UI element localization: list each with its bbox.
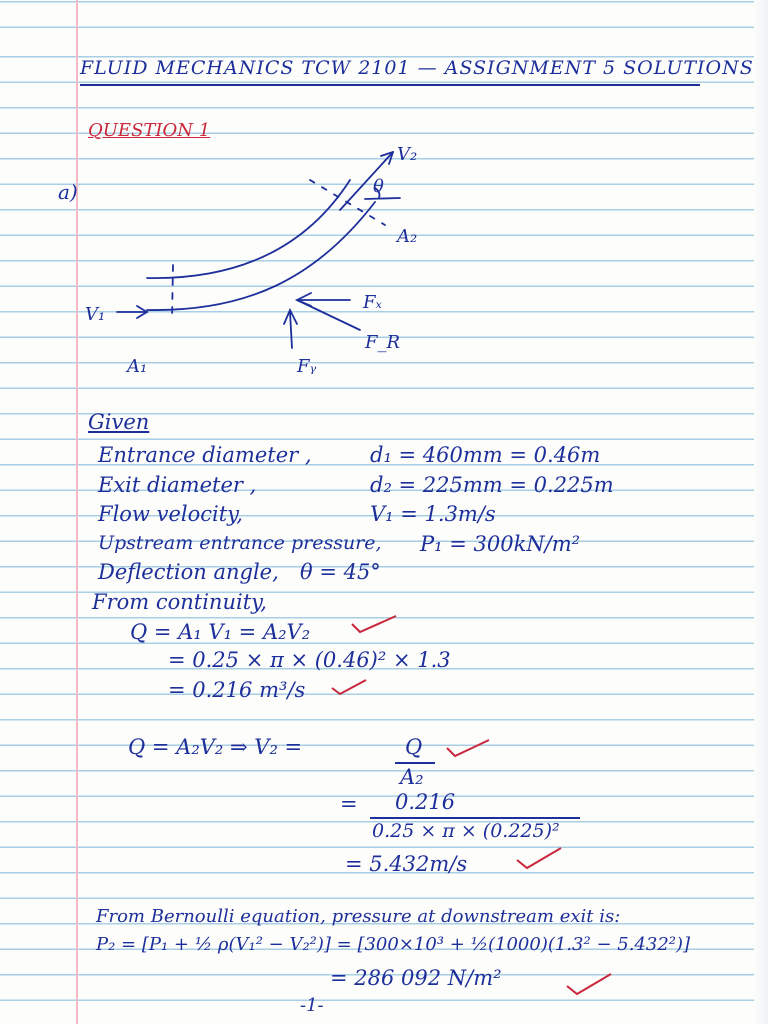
given-row-value: d₁ = 460mm = 0.46m bbox=[370, 443, 601, 467]
label-fy: Fᵧ bbox=[297, 356, 317, 377]
theta-reference bbox=[365, 198, 400, 199]
given-row-label: Upstream entrance pressure, bbox=[98, 532, 382, 554]
check-mark bbox=[515, 844, 565, 872]
velocity-lhs: Q = A₂V₂ ⇒ V₂ = bbox=[128, 735, 303, 759]
bernoulli-line1: P₂ = [P₁ + ½ ρ(V₁² − V₂²)] = [300×10³ + ½(1000)(1.3² − 5.432²)] bbox=[96, 934, 691, 955]
fy-arrow bbox=[290, 312, 292, 348]
inlet-section bbox=[172, 265, 173, 320]
continuity-line1: Q = A₁ V₁ = A₂V₂ bbox=[130, 620, 311, 644]
velocity-numerator: Q bbox=[405, 735, 423, 759]
given-row-label: Flow velocity, bbox=[98, 502, 243, 526]
continuity-heading: From continuity, bbox=[92, 590, 267, 614]
question-heading: QUESTION 1 bbox=[88, 120, 211, 141]
fr-arrow bbox=[297, 300, 360, 330]
velocity-denominator-value: 0.25 × π × (0.225)² bbox=[372, 820, 560, 842]
label-v1: V₁ bbox=[85, 304, 106, 325]
check-mark bbox=[330, 674, 370, 698]
label-a2: A₂ bbox=[397, 226, 418, 247]
label-theta: θ bbox=[373, 176, 384, 197]
pipe-bend-diagram bbox=[75, 140, 455, 390]
velocity-numerator-value: 0.216 bbox=[395, 790, 456, 814]
fraction-bar bbox=[370, 817, 580, 819]
check-mark bbox=[350, 612, 400, 636]
part-label: a) bbox=[58, 180, 78, 204]
equals-sign: = bbox=[340, 792, 358, 816]
given-row-label: Entrance diameter , bbox=[98, 443, 312, 467]
bernoulli-heading: From Bernoulli equation, pressure at downstream exit is: bbox=[96, 906, 621, 927]
page-number: -1- bbox=[300, 995, 324, 1016]
check-mark bbox=[445, 736, 493, 760]
label-fr: F_R bbox=[365, 332, 401, 353]
page-title: FLUID MECHANICS TCW 2101 — ASSIGNMENT 5 SOLUTIONS bbox=[80, 57, 754, 79]
fraction-bar bbox=[395, 762, 435, 764]
given-row-value: d₂ = 225mm = 0.225m bbox=[370, 473, 614, 497]
continuity-line2: = 0.25 × π × (0.46)² × 1.3 bbox=[168, 648, 451, 672]
page-edge bbox=[754, 0, 768, 1024]
label-a1: A₁ bbox=[127, 356, 148, 377]
pipe-upper-wall bbox=[147, 180, 350, 278]
given-heading: Given bbox=[88, 410, 150, 434]
given-row-label: Deflection angle, bbox=[98, 560, 279, 584]
check-mark bbox=[565, 970, 615, 998]
pipe-lower-wall bbox=[147, 202, 375, 310]
label-fx: Fₓ bbox=[363, 292, 382, 313]
given-row-value: V₁ = 1.3m/s bbox=[370, 502, 496, 526]
given-row-label: Exit diameter , bbox=[98, 473, 257, 497]
title-underline bbox=[80, 84, 700, 86]
velocity-denominator: A₂ bbox=[400, 765, 424, 789]
velocity-result: = 5.432m/s bbox=[345, 852, 468, 876]
given-row-value: P₁ = 300kN/m² bbox=[420, 532, 581, 556]
given-row-value: θ = 45° bbox=[300, 560, 381, 584]
label-v2: V₂ bbox=[397, 144, 418, 165]
v2-arrow bbox=[340, 152, 393, 210]
bernoulli-result: = 286 092 N/m² bbox=[330, 966, 502, 990]
continuity-line3: = 0.216 m³/s bbox=[168, 678, 306, 702]
